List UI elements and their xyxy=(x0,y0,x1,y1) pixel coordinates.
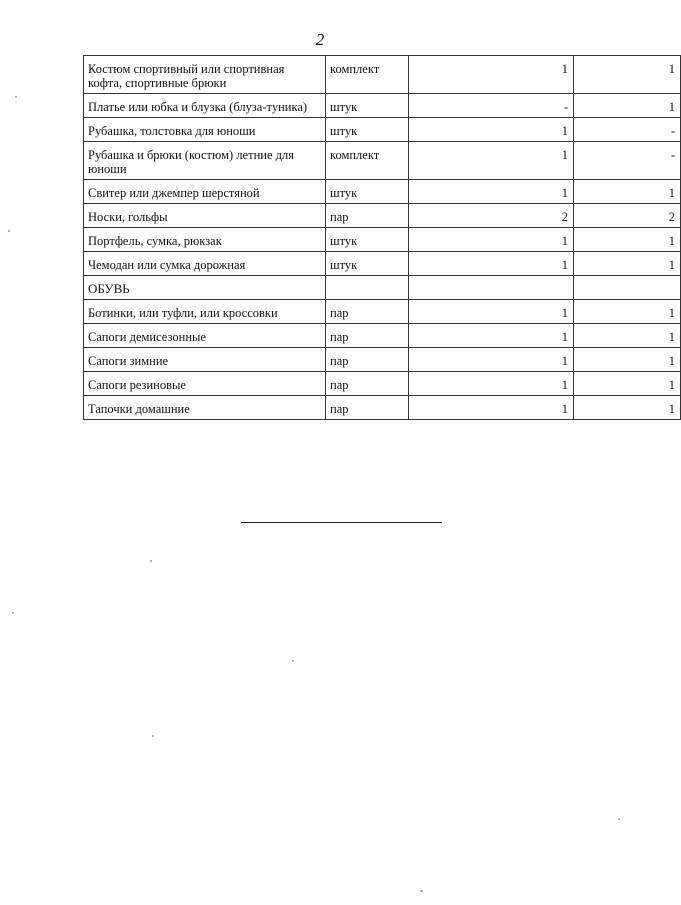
quantity-cell-2: 1 xyxy=(574,180,681,204)
quantity-cell-2: 1 xyxy=(574,300,681,324)
item-name-cell: Рубашка, толстовка для юноши xyxy=(84,118,326,142)
unit-cell: пар xyxy=(326,300,409,324)
quantity-cell-2: 1 xyxy=(574,228,681,252)
table-row xyxy=(84,324,681,348)
unit-cell xyxy=(326,276,409,300)
quantity-cell-2: 1 xyxy=(574,396,681,420)
unit-cell: комплект xyxy=(326,142,409,180)
quantity-cell-1: 1 xyxy=(409,180,574,204)
quantity-cell-1: 1 xyxy=(409,324,574,348)
quantity-cell-1: 1 xyxy=(409,396,574,420)
scan-speck xyxy=(15,96,17,98)
item-name-cell: Костюм спортивный или спортивная кофта, спортивные брюки xyxy=(84,56,326,94)
table-row xyxy=(84,180,681,204)
end-of-table-rule xyxy=(241,522,442,523)
quantity-cell-1: 1 xyxy=(409,118,574,142)
table-row xyxy=(84,142,681,180)
quantity-cell-1: 2 xyxy=(409,204,574,228)
item-name-cell: Сапоги зимние xyxy=(84,348,326,372)
quantity-cell-1 xyxy=(409,276,574,300)
unit-cell: штук xyxy=(326,94,409,118)
item-name-cell: ОБУВЬ xyxy=(84,276,326,300)
unit-cell: штук xyxy=(326,228,409,252)
quantity-cell-2: 1 xyxy=(574,56,681,94)
items-table xyxy=(83,55,681,420)
unit-cell: пар xyxy=(326,324,409,348)
item-name-cell: Сапоги демисезонные xyxy=(84,324,326,348)
scan-speck xyxy=(420,890,423,892)
scan-speck xyxy=(12,612,14,614)
table-row xyxy=(84,228,681,252)
quantity-cell-2: - xyxy=(574,142,681,180)
items-table-body xyxy=(84,56,681,420)
unit-cell: пар xyxy=(326,204,409,228)
unit-cell: пар xyxy=(326,372,409,396)
item-name-cell: Чемодан или сумка дорожная xyxy=(84,252,326,276)
item-name-cell: Ботинки, или туфли, или кроссовки xyxy=(84,300,326,324)
table-row xyxy=(84,372,681,396)
item-name-cell: Портфель, сумка, рюкзак xyxy=(84,228,326,252)
quantity-cell-2: 1 xyxy=(574,372,681,396)
table-row xyxy=(84,252,681,276)
item-name-cell: Тапочки домашние xyxy=(84,396,326,420)
item-name-cell: Сапоги резиновые xyxy=(84,372,326,396)
item-name-cell: Рубашка и брюки (костюм) летние для юноши xyxy=(84,142,326,180)
quantity-cell-2: 1 xyxy=(574,348,681,372)
table-section-row xyxy=(84,276,681,300)
table-row xyxy=(84,300,681,324)
item-name-cell: Платье или юбка и блузка (блуза-туника) xyxy=(84,94,326,118)
quantity-cell-1: 1 xyxy=(409,56,574,94)
item-name-cell: Свитер или джемпер шерстяной xyxy=(84,180,326,204)
quantity-cell-1: 1 xyxy=(409,228,574,252)
unit-cell: штук xyxy=(326,252,409,276)
quantity-cell-1: 1 xyxy=(409,300,574,324)
table-row xyxy=(84,56,681,94)
quantity-cell-1: 1 xyxy=(409,348,574,372)
quantity-cell-2: 1 xyxy=(574,324,681,348)
quantity-cell-2: 1 xyxy=(574,252,681,276)
scan-speck xyxy=(292,660,294,662)
unit-cell: пар xyxy=(326,396,409,420)
quantity-cell-1: 1 xyxy=(409,252,574,276)
unit-cell: штук xyxy=(326,180,409,204)
table-row xyxy=(84,118,681,142)
unit-cell: комплект xyxy=(326,56,409,94)
item-name-cell: Носки, гольфы xyxy=(84,204,326,228)
table-row xyxy=(84,396,681,420)
quantity-cell-1: 1 xyxy=(409,142,574,180)
quantity-cell-2 xyxy=(574,276,681,300)
page-number: 2 xyxy=(315,30,325,49)
unit-cell: пар xyxy=(326,348,409,372)
scan-speck xyxy=(8,230,10,232)
table-row xyxy=(84,348,681,372)
table-row xyxy=(84,94,681,118)
quantity-cell-2: 2 xyxy=(574,204,681,228)
unit-cell: штук xyxy=(326,118,409,142)
quantity-cell-1: - xyxy=(409,94,574,118)
quantity-cell-2: - xyxy=(574,118,681,142)
scan-speck xyxy=(152,735,154,737)
quantity-cell-1: 1 xyxy=(409,372,574,396)
scan-speck xyxy=(150,560,152,562)
scan-speck xyxy=(618,818,620,820)
table-row xyxy=(84,204,681,228)
quantity-cell-2: 1 xyxy=(574,94,681,118)
